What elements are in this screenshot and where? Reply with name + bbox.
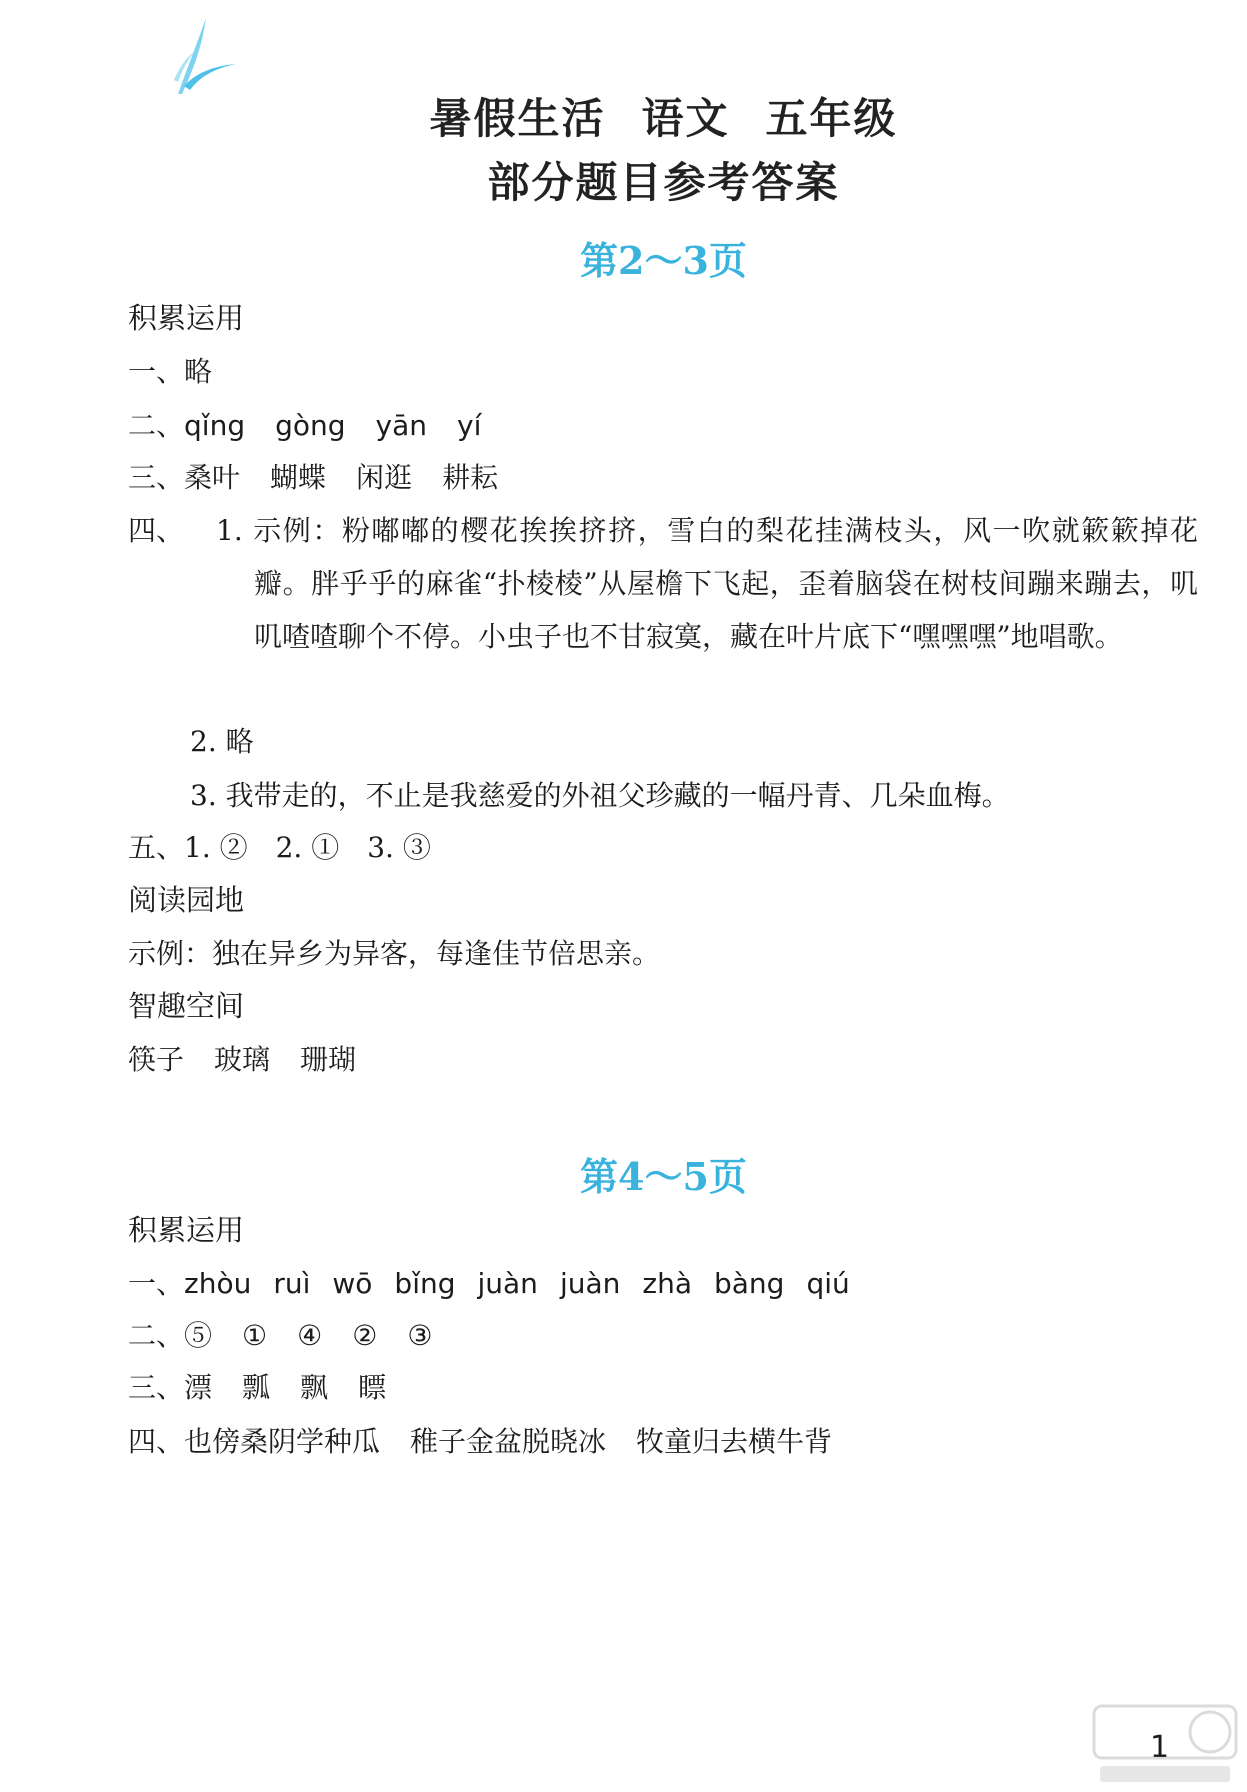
section-heading-2: 第4～5页 — [580, 1154, 747, 1199]
answer-line — [128, 1040, 356, 1080]
word-item: 瓢 — [242, 1371, 271, 1404]
answer-line — [128, 1422, 832, 1462]
pinyin-item: gòng — [275, 409, 346, 442]
answer-line — [128, 1316, 432, 1356]
category-label: 智趣空间 — [128, 989, 245, 1023]
answer-line — [128, 1368, 386, 1408]
item-label: 二、 — [128, 409, 185, 442]
answer-line: 五、1. ② 2. ① 3. ③ — [128, 831, 431, 864]
section-heading-1: 第2～3页 — [580, 238, 747, 283]
answer-line: 3. 我带走的，不止是我慈爱的外祖父珍藏的一幅丹青、几朵血梅。 — [190, 779, 1010, 812]
pinyin-item: yān — [375, 409, 428, 442]
category-label: 积累运用 — [128, 1213, 245, 1247]
word-item: 蝴蝶 — [270, 461, 327, 494]
paragraph-text: 1. 示例：粉嘟嘟的樱花挨挨挤挤，雪白的梨花挂满枝头，风一吹就簌簌掉花瓣。胖乎乎的麻雀“扑棱棱”从屋檐下飞起，歪着脑袋在树枝间蹦来蹦去，叽叽喳喳聊个不停。小虫子也不甘寂寞，藏在叶片底下“嘿嘿嘿”地唱歌。 — [216, 514, 1198, 653]
choice-item: ② — [352, 1319, 378, 1352]
word-item: 玻璃 — [214, 1043, 271, 1076]
item-label: 四、 — [128, 1425, 185, 1458]
choice-item: ① — [242, 1319, 268, 1352]
pinyin-item: juàn — [477, 1267, 538, 1300]
answer-line — [128, 1264, 850, 1304]
poem-line: 稚子金盆脱晓冰 — [410, 1425, 607, 1458]
page-number: 1 — [1150, 1730, 1170, 1765]
item-label: 二、 — [128, 1319, 185, 1352]
document-title — [40, 86, 1247, 146]
answer-paragraph — [128, 504, 1198, 663]
pinyin-item: qiú — [806, 1267, 850, 1300]
pinyin-item: juàn — [559, 1267, 621, 1300]
pinyin-item: ruì — [273, 1267, 311, 1300]
answer-line — [128, 406, 481, 446]
answer-line: 一、略 — [128, 355, 213, 388]
pinyin-item: bàng — [713, 1267, 785, 1300]
poem-line: 也傍桑阴学种瓜 — [184, 1425, 381, 1458]
title-part-3: 五年级 — [765, 94, 898, 143]
pinyin-item: yí — [457, 409, 482, 442]
pinyin-item: zhà — [642, 1267, 692, 1300]
item-label: 一、 — [128, 1267, 185, 1300]
document-subtitle: 部分题目参考答案 — [487, 158, 840, 207]
word-item: 桑叶 — [184, 461, 241, 494]
choice-item: ③ — [407, 1319, 433, 1352]
title-part-2: 语文 — [641, 94, 730, 143]
word-item: 飘 — [300, 1371, 329, 1404]
word-item: 耕耘 — [442, 461, 499, 494]
word-item: 珊瑚 — [300, 1043, 357, 1076]
pinyin-item: qǐng — [184, 409, 246, 442]
answer-line: 示例：独在异乡为异客，每逢佳节倍思亲。 — [128, 937, 661, 970]
pinyin-item: bǐng — [394, 1267, 456, 1300]
answer-line — [128, 458, 498, 498]
choice-item: ⑤ — [184, 1319, 213, 1352]
watermark-icon — [1090, 1700, 1240, 1788]
choice-item: ④ — [297, 1319, 323, 1352]
category-label: 积累运用 — [128, 301, 245, 335]
publisher-logo-icon — [168, 16, 248, 96]
title-part-1: 暑假生活 — [429, 94, 606, 143]
item-label: 三、 — [128, 461, 185, 494]
word-item: 漂 — [184, 1371, 213, 1404]
answer-line: 2. 略 — [190, 725, 254, 758]
item-label: 三、 — [128, 1371, 185, 1404]
pinyin-item: wō — [332, 1267, 373, 1300]
category-label: 阅读园地 — [128, 883, 245, 917]
word-item: 闲逛 — [356, 461, 413, 494]
word-item: 瞟 — [358, 1371, 387, 1404]
item-label: 四、 — [128, 514, 185, 547]
poem-line: 牧童归去横牛背 — [636, 1425, 833, 1458]
word-item: 筷子 — [128, 1043, 185, 1076]
pinyin-item: zhòu — [184, 1267, 252, 1300]
